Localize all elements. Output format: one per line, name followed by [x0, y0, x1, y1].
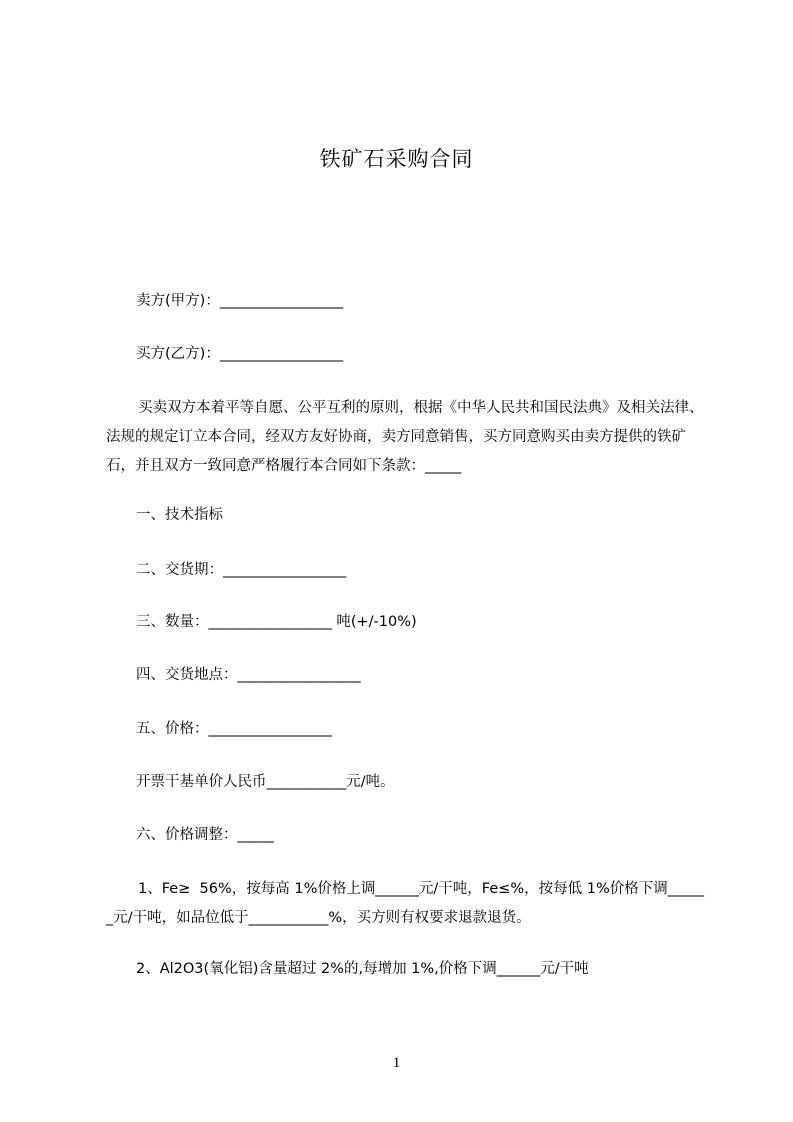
document-title: 铁矿石采购合同: [319, 147, 474, 171]
preamble-text: 买卖双方本着平等自愿、公平互利的原则，根据《中华人民共和国民法典》及相关法律、法规的规定订立本合同，经双方友好协商，卖方同意销售，买方同意购买由卖方提供的铁矿石，并且双方一致同意严格履行本合同如下条款：_____: [106, 400, 704, 474]
section-price: 五、价格：_________________: [136, 721, 332, 737]
section-delivery-period: 二、交货期：_________________: [136, 562, 347, 578]
section-technical-specs: 一、技术指标: [136, 507, 223, 523]
adjustment-1-text: 1、Fe≥ 56%，按每高 1%价格上调______元/干吨，Fe≤%，按每低 1%价格下调______元/干吨，如品位低于___________%，买方则有权要求退款退货。: [106, 881, 705, 926]
seller-line: 卖方(甲方)：_________________: [136, 293, 344, 309]
adjustment-item-1: [106, 875, 706, 933]
section-delivery-location: 四、交货地点：_________________: [136, 667, 361, 683]
adjustment-item-2: 2、Al2O3(氧化铝)含量超过 2%的,每增加 1%,价格下调______元/干吨: [136, 961, 589, 977]
section-quantity: 三、数量：_________________ 吨(+/-10%): [136, 614, 417, 630]
preamble-paragraph: [106, 394, 706, 481]
page-number: 1: [392, 1055, 401, 1071]
buyer-line: 买方(乙方)：_________________: [136, 346, 344, 362]
price-detail: 开票干基单价人民币___________元/吨。: [136, 774, 395, 790]
section-price-adjustment: 六、价格调整：_____: [136, 827, 274, 843]
